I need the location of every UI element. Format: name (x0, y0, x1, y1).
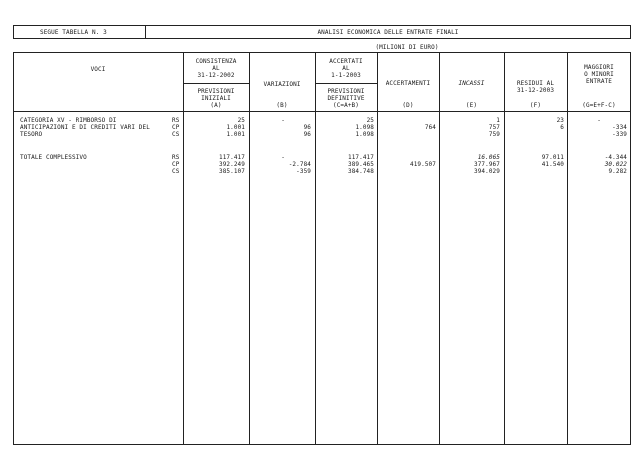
cell-g: - -334 -339 (597, 117, 627, 138)
cell-d: 419.507 (410, 161, 436, 168)
row-label: TOTALE COMPLESSIVO (20, 154, 87, 161)
header-accertati: ACCERTATI AL 1-1-2003 (329, 58, 363, 79)
row-types: RS CP CS (172, 117, 180, 138)
header-maggiori-code: (G=E+F-C) (582, 102, 616, 109)
cell-e: 1 757 759 (488, 117, 500, 138)
cell-b: - -2.784 -359 (281, 154, 311, 175)
header-incassi-code: (E) (465, 102, 478, 109)
row-label: CATEGORIA XV - RIMBORSO DI ANTICIPAZIONI E DI CREDITI VARI DEL TESORO (20, 117, 150, 138)
cell-g: -4.344 30.022 9.282 (604, 154, 627, 175)
cell-c: 117.417 389.465 384.748 (348, 154, 374, 175)
header-variazioni: VARIAZIONI (263, 81, 301, 88)
cell-a: 25 1.001 1.001 (226, 117, 245, 138)
cell-f: 23 6 (556, 117, 564, 131)
header-maggiori: MAGGIORI O MINORI ENTRATE (584, 64, 614, 85)
header-accertamenti-code: (D) (402, 102, 414, 109)
unit-label: (MILIONI DI EURO) (375, 44, 439, 51)
header-rule (13, 111, 631, 112)
cell-a: 117.417 392.249 385.107 (219, 154, 245, 175)
cell-e: 16.065 377.967 394.029 (474, 154, 500, 175)
header-residui-code: (F) (529, 102, 542, 109)
cell-d: 764 (424, 124, 436, 131)
table-title: ANALISI ECONOMICA DELLE ENTRATE FINALI (317, 29, 459, 36)
header-previsioni-iniziali: PREVISIONI INIZIALI (A) (197, 88, 235, 109)
header-accertamenti: ACCERTAMENTI (385, 80, 431, 87)
header-variazioni-code: (B) (276, 102, 288, 109)
header-residui: RESIDUI AL 31-12-2003 (516, 80, 555, 94)
row-types: RS CP CS (172, 154, 180, 175)
header-incassi: INCASSI (458, 80, 485, 87)
header-voci: VOCI (90, 66, 106, 73)
segue-label: SEGUE TABELLA N. 3 (40, 29, 107, 36)
consistenza-rule (183, 83, 249, 84)
header-previsioni-definitive: PREVISIONI DEFINITIVE (C=A+B) (327, 88, 365, 109)
cell-c: 25 1.098 1.098 (355, 117, 374, 138)
cell-b: - 96 96 (281, 117, 311, 138)
header-consistenza: CONSISTENZA AL 31-12-2002 (195, 58, 237, 79)
accertati-rule (315, 83, 377, 84)
cell-f: 97.011 41.540 (541, 154, 564, 168)
